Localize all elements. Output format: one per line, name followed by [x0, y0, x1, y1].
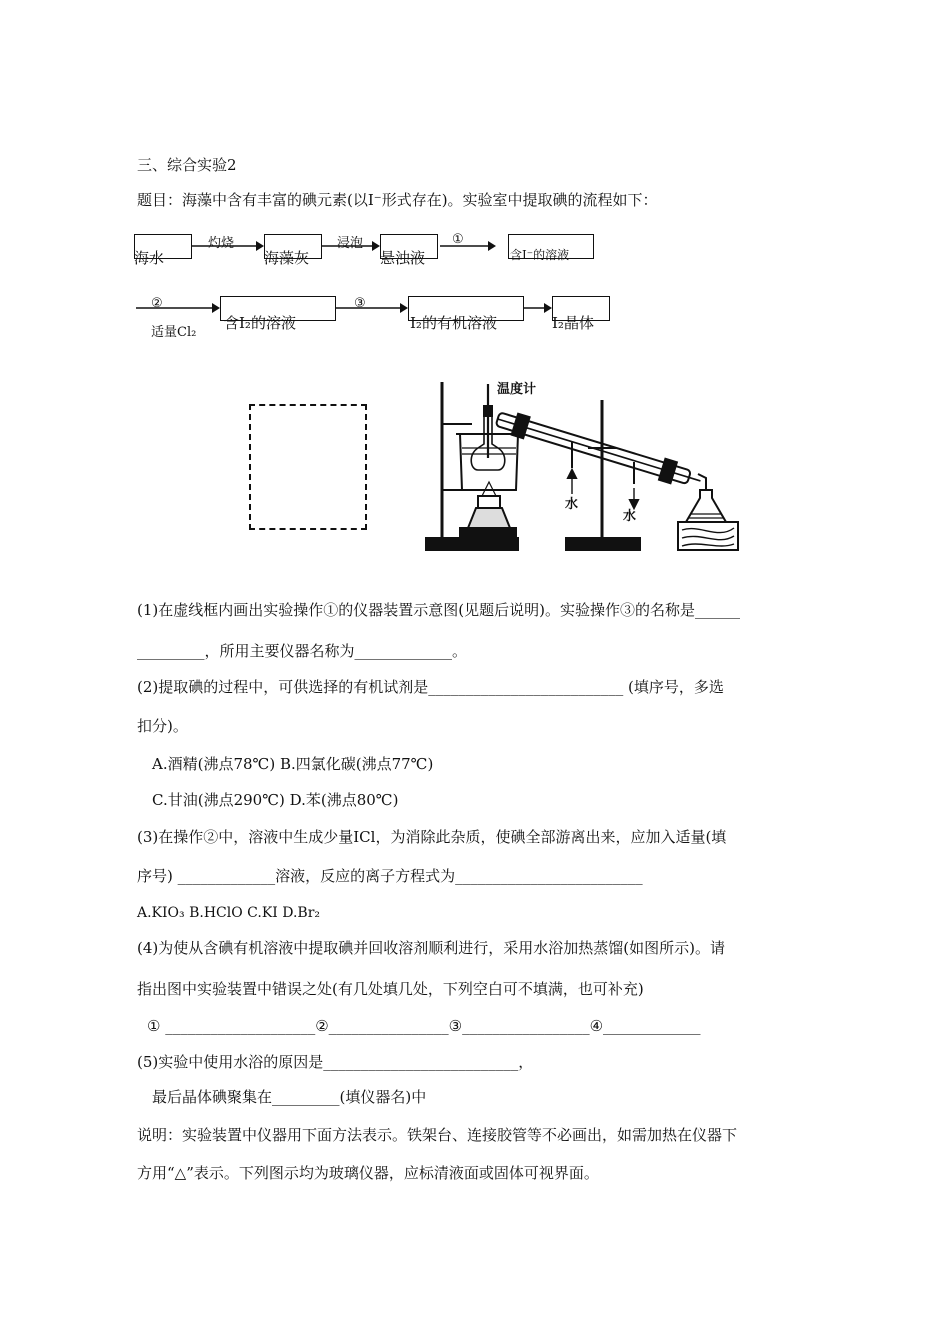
flow-node-organic: I₂的有机溶液 [410, 314, 497, 332]
q4-line2: 指出图中实验装置中错误之处(有几处填几处，下列空白可不填满，也可补充) [137, 980, 644, 998]
thermometer-label: 温度计 [497, 382, 537, 397]
flow-node-iodine-solution: 含I₂的溶液 [224, 314, 296, 332]
water-in-label: 水 [565, 497, 579, 512]
flow-reagent-cl2: 适量Cl₂ [151, 325, 197, 340]
flow-step-burn: 灼烧 [208, 236, 235, 251]
q5-line1: (5)实验中使用水浴的原因是__________________________， [137, 1053, 534, 1071]
q4-blanks: ① ____________________②________________③_________________④_____________ [147, 1017, 701, 1035]
note-line2: 方用“△”表示。下列图示均为玻璃仪器，应标清液面或固体可视界面。 [137, 1164, 599, 1182]
q2-option-row1: A.酒精(沸点78℃) B.四氯化碳(沸点77℃) [152, 755, 434, 773]
note-line1: 说明：实验装置中仪器用下面方法表示。铁架台、连接胶管等不必画出，如需加热在仪器下 [137, 1126, 738, 1144]
flow-step-2: ② [151, 296, 163, 311]
flow-arrow-2 [322, 240, 380, 252]
q3-line2: 序号) _____________溶液，反应的离子方程式为_________________________ [137, 867, 643, 885]
flow-node-suspension: 悬浊液 [380, 249, 426, 267]
flow-arrow-4 [136, 302, 220, 314]
flow-arrow-6 [524, 302, 552, 314]
flow-node-seawater: 海水 [134, 249, 165, 267]
q3-line1: (3)在操作②中，溶液中生成少量ICl，为消除此杂质，使碘全部游离出来，应加入适量(填 [137, 828, 727, 846]
q1-line2: _________，所用主要仪器名称为_____________。 [137, 642, 468, 660]
water-out-label: 水 [623, 509, 637, 524]
flow-step-3: ③ [354, 296, 366, 311]
flow-node-iodide: 含I⁻的溶液 [510, 248, 570, 262]
flow-node-crystal: I₂晶体 [552, 314, 594, 332]
q4-line1: (4)为使从含碘有机溶液中提取碘并回收溶剂顺利进行，采用水浴加热蒸馏(如图所示)。请 [137, 939, 725, 957]
flow-arrow-3 [440, 240, 496, 252]
q2-option-row2: C.甘油(沸点290℃) D.苯(沸点80℃) [152, 791, 399, 809]
flow-arrow-5 [336, 302, 408, 314]
drawing-area-dashed-box [249, 404, 367, 530]
flow-node-ash: 海藻灰 [264, 249, 310, 267]
q3-options: A.KIO₃ B.HClO C.KI D.Br₂ [137, 905, 321, 921]
flow-step-soak: 浸泡 [337, 236, 364, 251]
flow-step-1: ① [452, 232, 464, 247]
q1-line1: (1)在虚线框内画出实验操作①的仪器装置示意图(见题后说明)。实验操作③的名称是______ [137, 601, 740, 619]
q5-line2: 最后晶体碘聚集在_________(填仪器名)中 [152, 1088, 427, 1106]
intro-text: 题目：海藻中含有丰富的碘元素(以I⁻形式存在)。实验室中提取碘的流程如下： [137, 191, 658, 209]
flow-arrow-1 [192, 240, 264, 252]
section-title: 三、综合实验2 [137, 156, 237, 174]
q2-line1: (2)提取碘的过程中，可供选择的有机试剂是__________________________ (填序号，多选 [137, 678, 724, 696]
q2-line2: 扣分)。 [137, 717, 188, 735]
distillation-apparatus [420, 378, 756, 554]
